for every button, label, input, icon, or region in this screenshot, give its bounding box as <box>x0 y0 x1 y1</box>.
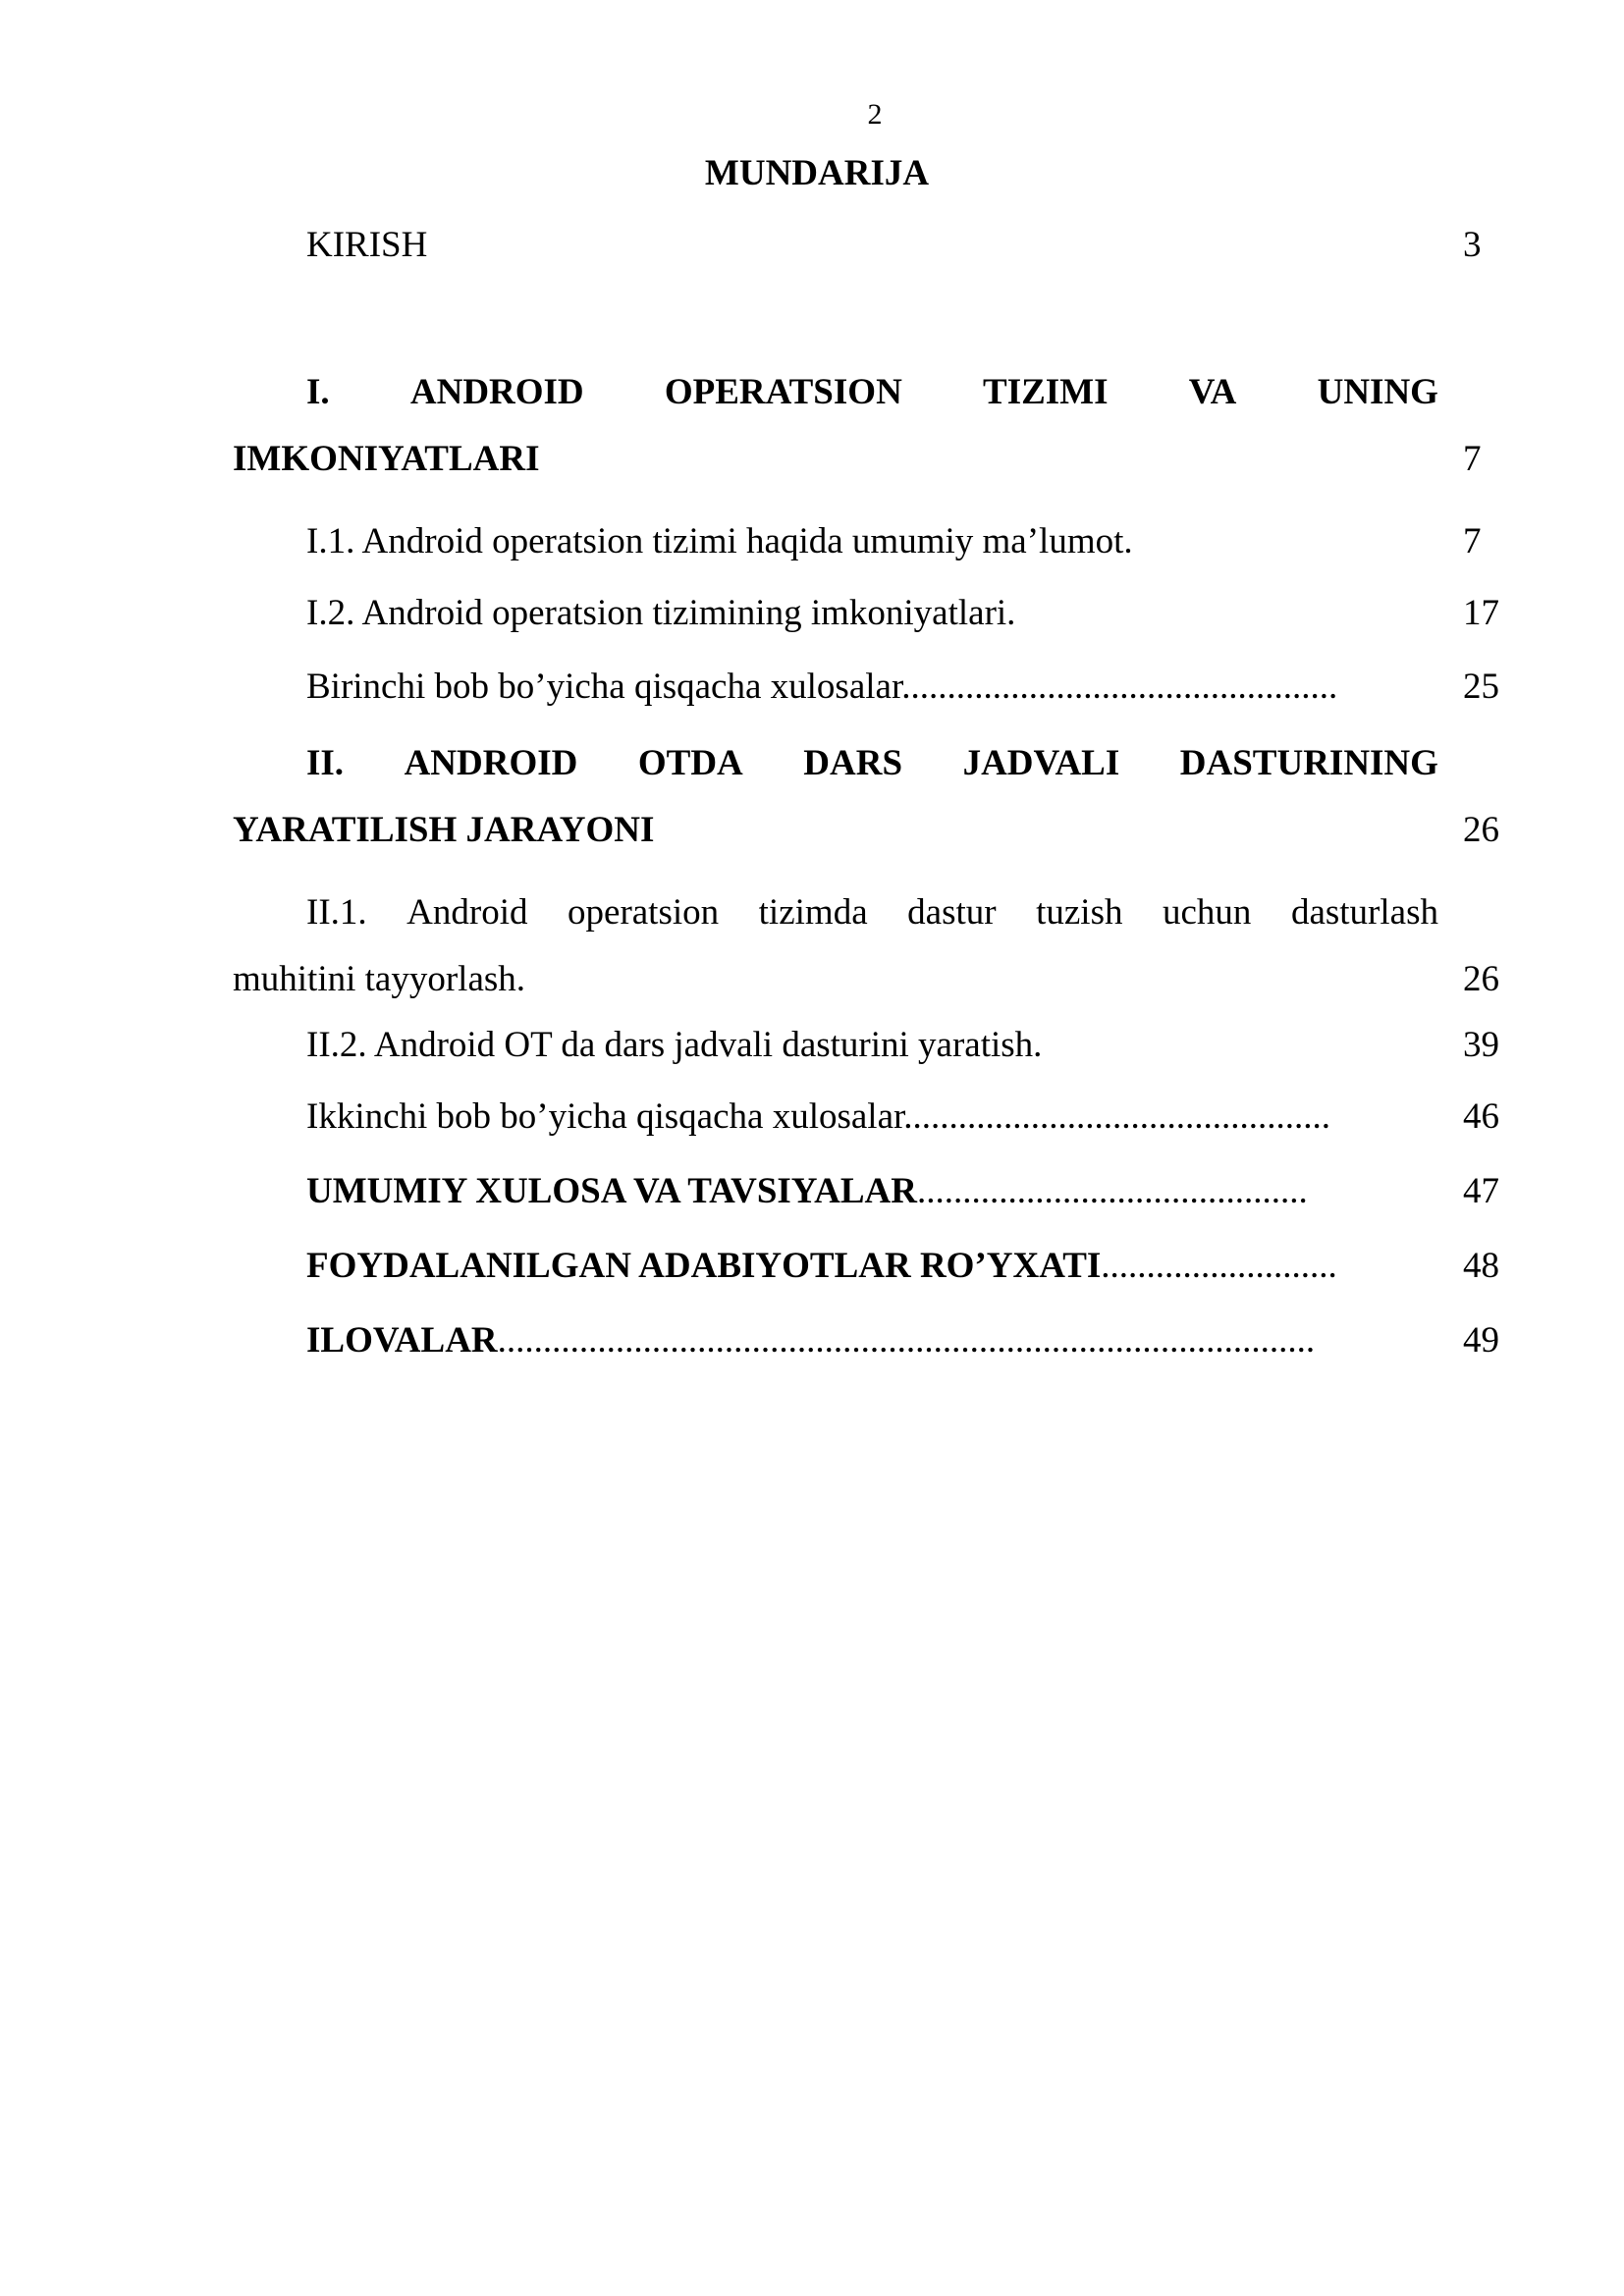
toc-entry-references[interactable] <box>306 1245 1408 1288</box>
references-label: FOYDALANILGAN ADABIYOTLAR RO’YXATI <box>306 1246 1102 1286</box>
toc-page-chapter-2: 26 <box>1463 810 1499 850</box>
leader-dots: ........................................... <box>916 1171 1308 1211</box>
toc-page-chapter-1: 7 <box>1463 439 1482 479</box>
toc-page-summary-2: 46 <box>1463 1096 1499 1137</box>
appendix-label: ILOVALAR <box>306 1320 498 1361</box>
toc-page-kirish: 3 <box>1463 225 1482 265</box>
page-number: 2 <box>867 98 883 131</box>
toc-entry-chapter-1[interactable] <box>306 371 1438 414</box>
toc-entry-section-2-1[interactable] <box>306 891 1438 934</box>
toc-entry-chapter-2[interactable] <box>306 742 1438 785</box>
toc-page-section-2-2: 39 <box>1463 1025 1499 1065</box>
word: ANDROID <box>404 743 578 783</box>
toc-entry-summary-1[interactable]: Birinchi bob bo’yicha qisqacha xulosalar................................................ <box>306 667 1338 707</box>
word: dastur <box>907 892 997 933</box>
word: TIZIMI <box>983 372 1109 412</box>
leader-dots: .......................................................................................... <box>497 1320 1316 1361</box>
toc-entry-section-2-1-line2[interactable]: muhitini tayyorlash. <box>233 959 526 999</box>
leader-dots: .......................... <box>1101 1246 1337 1286</box>
word: DASTURINING <box>1179 743 1438 783</box>
toc-title: MUNDARIJA <box>704 153 930 193</box>
word: II. <box>306 743 345 783</box>
toc-entry-summary-2[interactable]: Ikkinchi bob bo’yicha qisqacha xulosalar............................................... <box>306 1096 1331 1137</box>
word: UNING <box>1317 372 1438 412</box>
word: uchun <box>1163 892 1252 933</box>
toc-entry-conclusion[interactable] <box>306 1170 1406 1213</box>
word: dasturlash <box>1290 892 1438 933</box>
word: JADVALI <box>962 743 1120 783</box>
word: tizimda <box>758 892 868 933</box>
toc-entry-section-1-1[interactable]: I.1. Android operatsion tizimi haqida umumiy ma’lumot. <box>306 521 1133 561</box>
toc-page-section-1-2: 17 <box>1463 593 1499 633</box>
toc-entry-chapter-2-line2[interactable]: YARATILISH JARAYONI <box>233 810 655 850</box>
toc-entry-chapter-1-line2[interactable]: IMKONIYATLARI <box>233 439 540 479</box>
word: tuzish <box>1036 892 1123 933</box>
word: I. <box>306 372 330 412</box>
toc-page-section-2-1: 26 <box>1463 959 1499 999</box>
word: OTDA <box>637 743 743 783</box>
toc-entry-section-2-2[interactable]: II.2. Android OT da dars jadvali dasturini yaratish. <box>306 1025 1043 1065</box>
word: OPERATSION <box>664 372 902 412</box>
conclusion-label: UMUMIY XULOSA VA TAVSIYALAR <box>306 1171 917 1211</box>
toc-entry-kirish[interactable]: KIRISH <box>306 225 428 265</box>
toc-entry-section-1-2[interactable]: I.2. Android operatsion tizimining imkoniyatlari. <box>306 593 1016 633</box>
word: Android <box>406 892 528 933</box>
word: DARS <box>803 743 903 783</box>
word: operatsion <box>568 892 720 933</box>
toc-page-conclusion: 47 <box>1463 1171 1499 1211</box>
word: VA <box>1188 372 1237 412</box>
toc-page-summary-1: 25 <box>1463 667 1499 707</box>
word: ANDROID <box>409 372 584 412</box>
toc-page-appendix: 49 <box>1463 1320 1499 1361</box>
toc-entry-appendix[interactable] <box>306 1319 1406 1362</box>
word: II.1. <box>306 892 367 933</box>
toc-page-section-1-1: 7 <box>1463 521 1482 561</box>
toc-page-references: 48 <box>1463 1246 1499 1286</box>
